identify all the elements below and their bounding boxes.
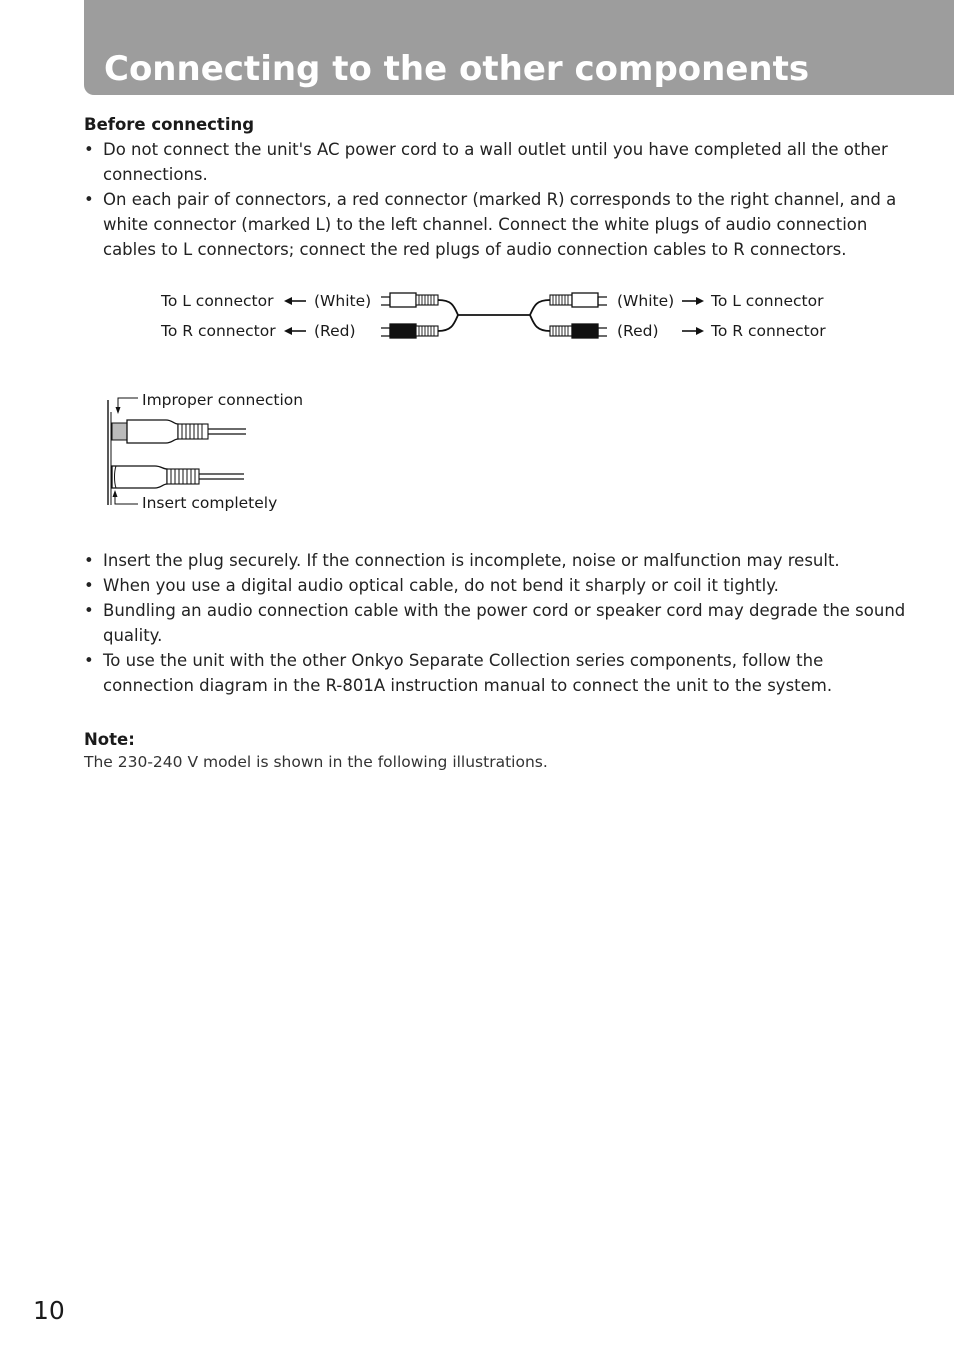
inserted-plug-icon: [112, 466, 244, 488]
insert-completely-label: Insert completely: [142, 494, 278, 512]
cable-diagram: [160, 292, 826, 340]
list-item: • To use the unit with the other Onkyo Separate Collection series components, follow the connection diagram in the R-801A instruction manual to connect the unit to the system.: [84, 648, 914, 698]
right-bottom-label: To R connector: [711, 322, 826, 340]
arrow-left-icon: [284, 327, 306, 335]
left-bottom-color: (Red): [314, 322, 356, 340]
arrow-left-icon: [284, 297, 306, 305]
arrow-up-icon: [113, 490, 118, 497]
right-top-color: (White): [617, 292, 675, 310]
bullet-icon: •: [84, 551, 94, 570]
arrow-right-icon: [682, 297, 704, 305]
red-plug-icon: [381, 324, 438, 338]
white-plug-icon: [550, 293, 607, 307]
left-bottom-label: To R connector: [161, 322, 276, 340]
before-connecting-heading: Before connecting: [84, 115, 255, 134]
right-top-label: To L connector: [711, 292, 824, 310]
list-item: • Bundling an audio connection cable with the power cord or speaker cord may degrade the sound quality.: [84, 598, 914, 648]
insertion-diagram: [108, 391, 303, 512]
note-text: The 230-240 V model is shown in the following illustrations.: [84, 753, 548, 771]
list-item: • When you use a digital audio optical cable, do not bend it sharply or coil it tightly.: [84, 573, 914, 598]
arrow-right-icon: [682, 327, 704, 335]
white-plug-icon: [381, 293, 438, 307]
left-top-color: (White): [314, 292, 372, 310]
leader-line: [118, 398, 138, 410]
list-item: • Insert the plug securely. If the connection is incomplete, noise or malfunction may result.: [84, 548, 914, 573]
connection-diagrams: [0, 0, 954, 540]
leader-line: [115, 494, 138, 504]
bullet-icon: •: [84, 651, 94, 670]
page-number: 10: [33, 1296, 65, 1325]
list-item: • On each pair of connectors, a red connector (marked R) corresponds to the right channel, and a white connector (marked L) to the left channel. Connect the white plugs of audio connection cables to L connectors; connect the red plugs of audio connection cables to R connectors.: [84, 187, 914, 262]
cable-line: [438, 300, 550, 331]
page-title: Connecting to the other components: [104, 49, 810, 89]
tips-list: [84, 548, 914, 698]
bullet-icon: •: [84, 190, 94, 209]
right-bottom-color: (Red): [617, 322, 659, 340]
red-plug-icon: [550, 324, 607, 338]
improper-plug-icon: [112, 420, 246, 443]
bullet-icon: •: [84, 140, 94, 159]
bullet-icon: •: [84, 601, 94, 620]
note-heading: Note:: [84, 730, 135, 749]
bullet-icon: •: [84, 576, 94, 595]
improper-connection-label: Improper connection: [142, 391, 304, 409]
arrow-down-icon: [116, 407, 121, 414]
list-item: • Do not connect the unit's AC power cord to a wall outlet until you have completed all the other connections.: [84, 137, 914, 187]
left-top-label: To L connector: [161, 292, 274, 310]
